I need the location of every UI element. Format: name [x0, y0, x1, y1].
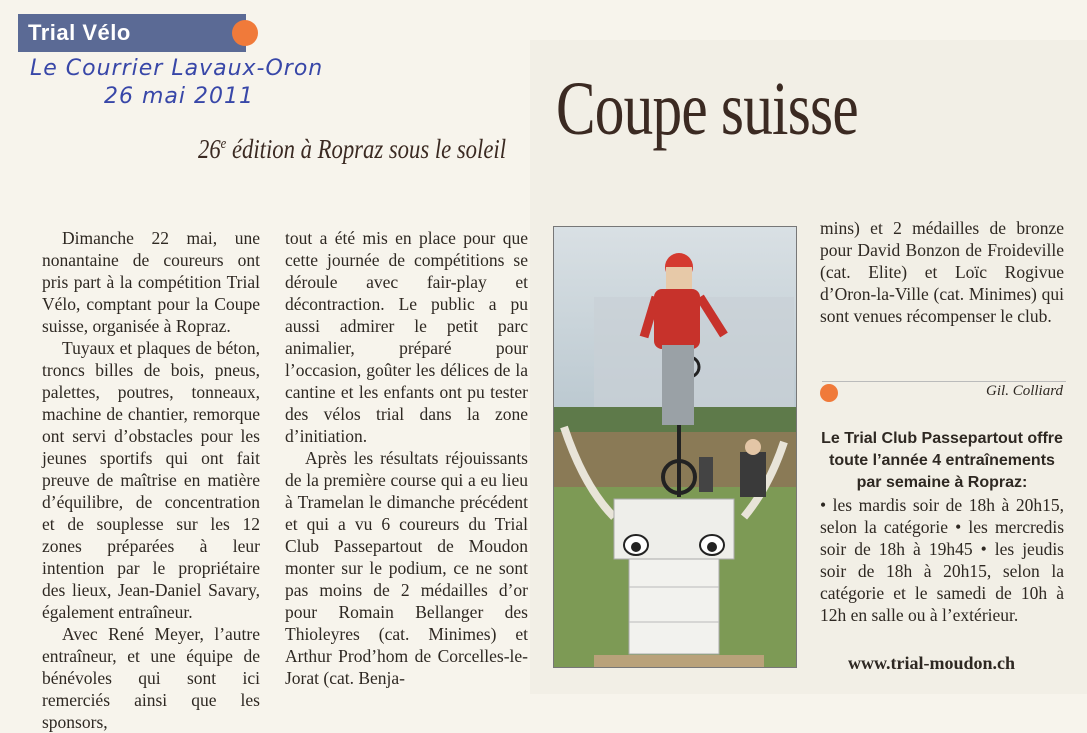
trial-rider-photo [554, 227, 797, 668]
section-dot-icon [232, 20, 258, 46]
author-credit: Gil. Colliard [986, 383, 1063, 399]
article-photo [553, 226, 797, 668]
paragraph: Tuyaux et plaques de béton, troncs billes de bois, pneus, palettes, poutres, tonneaux, machine de chantier, remorque ont servi d’obstacles pour les jeunes sportifs qui ont fait preuve de maîtrise en matière d’équilibre, de concentration et de souplesse sur les 12 zones préparées à leur intention par le propriétaire des lieux, Jean-Daniel Savary, également entraîneur. [42, 338, 260, 622]
article-column-1 [42, 227, 260, 733]
paragraph: Avec René Meyer, l’autre entraîneur, et une équipe de bénévoles qui sont ici remerciés ainsi que les sponsors, [42, 624, 260, 732]
handwritten-publication: Le Courrier Lavaux-Oron [30, 56, 324, 81]
info-box [820, 428, 1064, 626]
info-box-lead: Le Trial Club Passepartout offre toute l’année 4 entraînements par semaine à Ropraz: [821, 430, 1063, 491]
subhead-number: 26 [198, 134, 221, 164]
article-column-3 [820, 217, 1064, 327]
subhead-sup: e [220, 136, 227, 152]
headline: Coupe suisse [556, 67, 858, 151]
paragraph: Dimanche 22 mai, une nonantaine de coureurs ont pris part à la compétition Trial Vélo, comptant pour la Coupe suisse, organisée à Ropraz. [42, 228, 260, 336]
website-link[interactable]: www.trial-moudon.ch [848, 653, 1016, 673]
subhead-text: édition à Ropraz sous le soleil [226, 134, 507, 164]
credit-dot-icon [820, 384, 838, 402]
paragraph: mins) et 2 médailles de bronze pour David Bonzon de Froideville (cat. Elite) et Loïc Rogivue d’Oron-la-Ville (cat. Minimes) qui sont venues récompenser le club. [820, 218, 1064, 326]
info-box-text: • les mardis soir de 18h à 20h15, selon la catégorie • les mercredis soir de 18h à 19h45 • les jeudis soir de 18h à 20h15, selon la catégorie et le samedi de 10h à 12h en salle ou à l’extérieur. [820, 495, 1064, 625]
paragraph: Après les résultats réjouissants de la première course qui a eu lieu à Tramelan le dimanche précédent et qui a vu 6 coureurs du Trial Club Passepartout de Moudon monter sur le podium, ce ne sont pas moins de 2 médailles d’or pour Romain Bellanger des Thioleyres (cat. Minimes) et Arthur Prod’hom de Corcelles-le-Jorat (cat. Benja- [285, 448, 528, 688]
handwritten-date: 26 mai 2011 [104, 84, 254, 109]
subhead [198, 134, 506, 165]
section-tag: Trial Vélo [18, 14, 246, 52]
article-column-2 [285, 227, 528, 689]
paragraph: tout a été mis en place pour que cette journée de compétitions se déroule avec fair-play et décontraction. Le public a pu aussi admirer le petit parc animalier, préparé pour l’occasion, goûter les délices de la cantine et les enfants ont pu tester des vélos trial dans la zone d’initiation. [285, 228, 528, 446]
